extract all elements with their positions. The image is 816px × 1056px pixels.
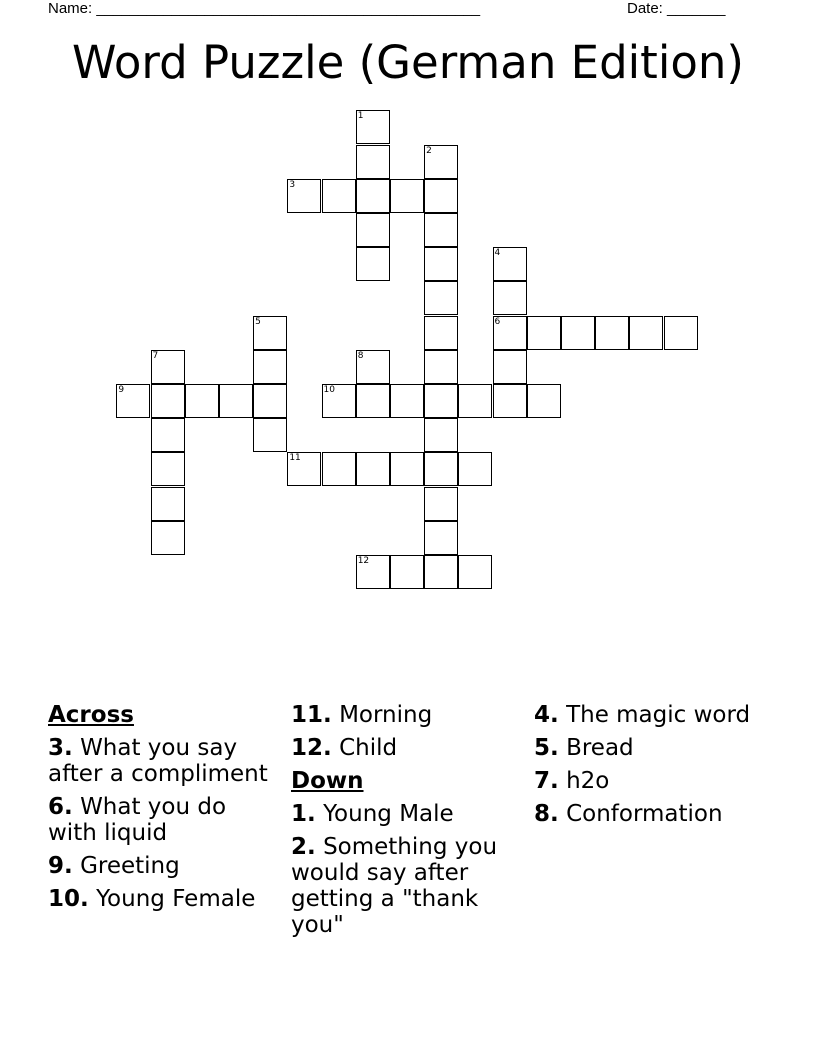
- grid-cell[interactable]: [424, 384, 458, 418]
- clue-text: Young Male: [323, 801, 454, 827]
- clue-number: 4.: [534, 702, 559, 728]
- down-heading: Down: [291, 768, 364, 794]
- grid-cell[interactable]: [390, 452, 424, 486]
- across-clue-12: [291, 735, 521, 761]
- cell-number: 12: [357, 555, 370, 566]
- cell-number: 7: [152, 350, 159, 361]
- grid-cell[interactable]: [287, 179, 321, 213]
- grid-cell[interactable]: [151, 384, 185, 418]
- down-clue-1: [291, 801, 521, 827]
- grid-cell[interactable]: [424, 316, 458, 350]
- grid-cell[interactable]: [424, 350, 458, 384]
- clues-column-1: [48, 702, 278, 919]
- grid-cell[interactable]: [629, 316, 663, 350]
- grid-cell[interactable]: [253, 316, 287, 350]
- grid-cell[interactable]: [151, 487, 185, 521]
- grid-cell[interactable]: [253, 384, 287, 418]
- clue-number: 10.: [48, 886, 89, 912]
- clues-column-3: [534, 702, 764, 834]
- grid-cell[interactable]: [493, 384, 527, 418]
- clue-text: Greeting: [80, 853, 180, 879]
- clue-text: Child: [339, 735, 398, 761]
- cell-number: 2: [426, 145, 432, 156]
- grid-cell[interactable]: [493, 350, 527, 384]
- grid-cell[interactable]: [561, 316, 595, 350]
- name-field[interactable]: Name: ______________________________________________: [48, 0, 481, 17]
- cell-number: 11: [289, 453, 301, 464]
- grid-cell[interactable]: [356, 110, 390, 144]
- grid-cell[interactable]: [356, 145, 390, 179]
- across-clue-10: [48, 886, 278, 912]
- grid-cell[interactable]: [424, 555, 458, 589]
- down-clue-7: [534, 768, 764, 794]
- grid-cell[interactable]: [424, 145, 458, 179]
- cell-number: 6: [494, 316, 501, 327]
- cell-number: 9: [118, 384, 125, 395]
- clue-number: 2.: [291, 834, 316, 860]
- page-title: Word Puzzle (German Edition): [72, 36, 744, 89]
- across-clue-3: [48, 735, 278, 787]
- grid-cell[interactable]: [356, 213, 390, 247]
- clue-text: Conformation: [566, 801, 723, 827]
- clue-number: 3.: [48, 735, 73, 761]
- clue-number: 12.: [291, 735, 332, 761]
- grid-cell[interactable]: [253, 418, 287, 452]
- grid-cell[interactable]: [424, 452, 458, 486]
- cell-number: 10: [323, 384, 335, 395]
- across-clue-11: [291, 702, 521, 728]
- grid-cell[interactable]: [322, 452, 356, 486]
- down-clue-8: [534, 801, 764, 827]
- down-clue-4: [534, 702, 764, 728]
- grid-cell[interactable]: [322, 384, 356, 418]
- grid-cell[interactable]: [595, 316, 629, 350]
- clue-text: What you do with liquid: [48, 794, 227, 846]
- grid-cell[interactable]: [424, 179, 458, 213]
- clue-number: 9.: [48, 853, 73, 879]
- grid-cell[interactable]: [664, 316, 698, 350]
- grid-cell[interactable]: [493, 247, 527, 281]
- clue-number: 6.: [48, 794, 73, 820]
- clue-number: 7.: [534, 768, 559, 794]
- grid-cell[interactable]: [390, 555, 424, 589]
- clue-text: What you say after a compliment: [48, 735, 268, 787]
- grid-cell[interactable]: [493, 316, 527, 350]
- grid-cell[interactable]: [151, 350, 185, 384]
- clue-text: Something you would say after getting a "thank you": [291, 834, 498, 938]
- grid-cell[interactable]: [424, 418, 458, 452]
- grid-cell[interactable]: [527, 316, 561, 350]
- clues-column-2: [291, 702, 521, 945]
- clue-text: h2o: [566, 768, 610, 794]
- clue-text: Morning: [339, 702, 433, 728]
- grid-cell[interactable]: [253, 350, 287, 384]
- down-clue-2: [291, 834, 521, 938]
- cell-number: 1: [357, 111, 364, 122]
- clue-text: The magic word: [566, 702, 751, 728]
- across-clue-6: [48, 794, 278, 846]
- date-field[interactable]: Date: _______: [627, 0, 726, 17]
- grid-cell[interactable]: [151, 521, 185, 555]
- cell-number: 3: [289, 179, 296, 190]
- grid-cell[interactable]: [527, 384, 561, 418]
- across-clue-9: [48, 853, 278, 879]
- grid-cell[interactable]: [493, 281, 527, 315]
- cell-number: 4: [494, 248, 501, 259]
- grid-cell[interactable]: [424, 521, 458, 555]
- grid-cell[interactable]: [458, 452, 492, 486]
- grid-cell[interactable]: [116, 384, 150, 418]
- cell-number: 8: [357, 350, 364, 361]
- across-heading: Across: [48, 702, 134, 728]
- clue-number: 11.: [291, 702, 332, 728]
- grid-cell[interactable]: [185, 384, 219, 418]
- clue-text: Bread: [566, 735, 634, 761]
- grid-cell[interactable]: [151, 452, 185, 486]
- clue-number: 1.: [291, 801, 316, 827]
- grid-cell[interactable]: [356, 247, 390, 281]
- grid-cell[interactable]: [356, 350, 390, 384]
- clue-number: 5.: [534, 735, 559, 761]
- grid-cell[interactable]: [390, 179, 424, 213]
- down-clue-5: [534, 735, 764, 761]
- grid-cell[interactable]: [356, 452, 390, 486]
- grid-cell[interactable]: [424, 213, 458, 247]
- grid-cell[interactable]: [424, 247, 458, 281]
- grid-cell[interactable]: [356, 179, 390, 213]
- grid-cell[interactable]: [151, 418, 185, 452]
- grid-cell[interactable]: [356, 555, 390, 589]
- grid-cell[interactable]: [424, 281, 458, 315]
- grid-cell[interactable]: [322, 179, 356, 213]
- clue-number: 8.: [534, 801, 559, 827]
- grid-cell[interactable]: [458, 384, 492, 418]
- grid-cell[interactable]: [219, 384, 253, 418]
- clue-text: Young Female: [96, 886, 256, 912]
- grid-cell[interactable]: [458, 555, 492, 589]
- grid-cell[interactable]: [287, 452, 321, 486]
- grid-cell[interactable]: [356, 384, 390, 418]
- cell-number: 5: [255, 316, 261, 327]
- grid-cell[interactable]: [424, 487, 458, 521]
- grid-cell[interactable]: [390, 384, 424, 418]
